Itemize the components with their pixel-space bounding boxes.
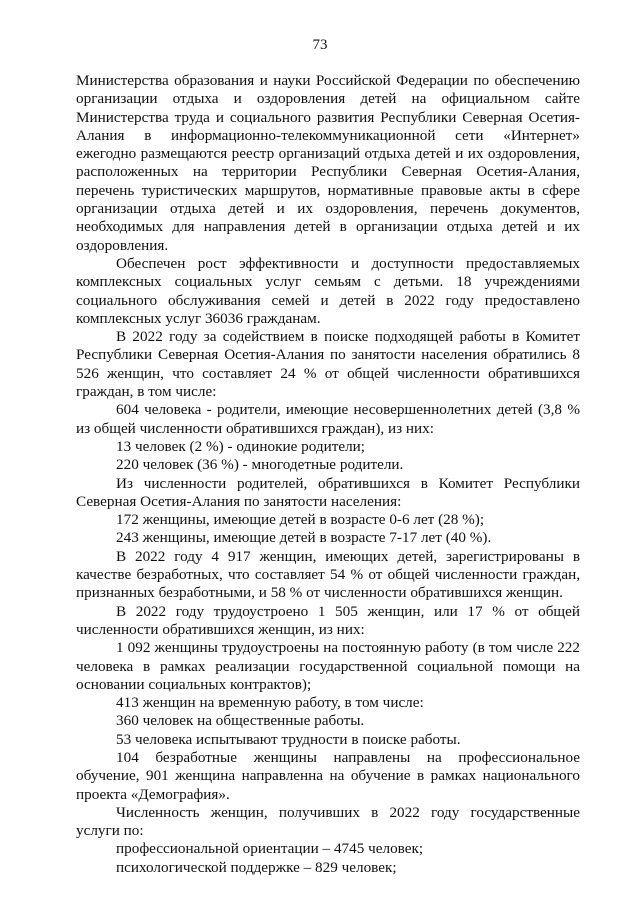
paragraph: психологической поддержке – 829 человек;	[116, 858, 397, 876]
paragraph: Министерства образования и науки Российской Федерации по обеспечению организации отдыха и оздоровления детей на официальном сайте Министерства труда и социального развития Республики Северная Осетия-Алания в информационно-телекоммуникационной сети «Интернет» ежегодно размещаются реестр организаций отдыха детей и их оздоровления, расположенных на территории Республики Северная Осетия-Алания, перечень туристических маршрутов, нормативные правовые акты в сфере организации отдыха детей и их оздоровления, перечень документов, необходимых для направления детей в организации отдыха детей и их оздоровления.	[76, 72, 580, 254]
paragraph: В 2022 году за содействием в поиске подходящей работы в Комитет Республики Северная Осетия-Алания по занятости населения обратились 8 526 женщин, что составляет 24 % от общей численности обратившихся граждан, в том числе:	[76, 328, 580, 401]
paragraph: 604 человека - родители, имеющие несовершеннолетних детей (3,8 % из общей численности обратившихся граждан), из них:	[76, 401, 580, 437]
paragraph: Обеспечен рост эффективности и доступности предоставляемых комплексных социальных услуг семьям с детьми. 18 учреждениями социального обслуживания семей и детей в 2022 году предоставлено комплексных услуг 36036 гражданам.	[76, 254, 580, 327]
paragraph: 1 092 женщины трудоустроены на постоянную работу (в том числе 222 человека в рамках реализации государственной социальной помощи на основании социальных контрактов);	[76, 639, 580, 693]
paragraph: 104 безработные женщины направлены на профессиональное обучение, 901 женщина направленна на обучение в рамках национального проекта «Демография».	[76, 748, 580, 803]
paragraph: 243 женщины, имеющие детей в возрасте 7-17 лет (40 %).	[116, 529, 492, 547]
paragraph: В 2022 году 4 917 женщин, имеющих детей, зарегистрированы в качестве безработных, что составляет 54 % от общей численности граждан, признанных безработными, и 58 % от численности обратившихся женщин.	[76, 547, 580, 602]
paragraph: профессиональной ориентации – 4745 человек;	[116, 840, 424, 858]
paragraph: Численность женщин, получивших в 2022 году государственные услуги по:	[76, 803, 580, 840]
paragraph: Из численности родителей, обратившихся в Комитет Республики Северная Осетия-Алания по занятости населения:	[76, 474, 580, 510]
page-number: 73	[312, 37, 328, 53]
paragraph: 220 человек (36 %) - многодетные родители.	[116, 456, 404, 474]
paragraph: 53 человека испытывают трудности в поиске работы.	[116, 730, 461, 748]
paragraph: В 2022 году трудоустроено 1 505 женщин, или 17 % от общей численности обратившихся женщин, из них:	[76, 602, 580, 638]
document-body	[76, 72, 580, 877]
paragraph: 172 женщины, имеющие детей в возрасте 0-6 лет (28 %);	[116, 511, 485, 529]
paragraph: 413 женщин на временную работу, в том числе:	[116, 694, 424, 712]
paragraph: 360 человек на общественные работы.	[116, 712, 365, 730]
paragraph: 13 человек (2 %) - одинокие родители;	[116, 437, 366, 455]
